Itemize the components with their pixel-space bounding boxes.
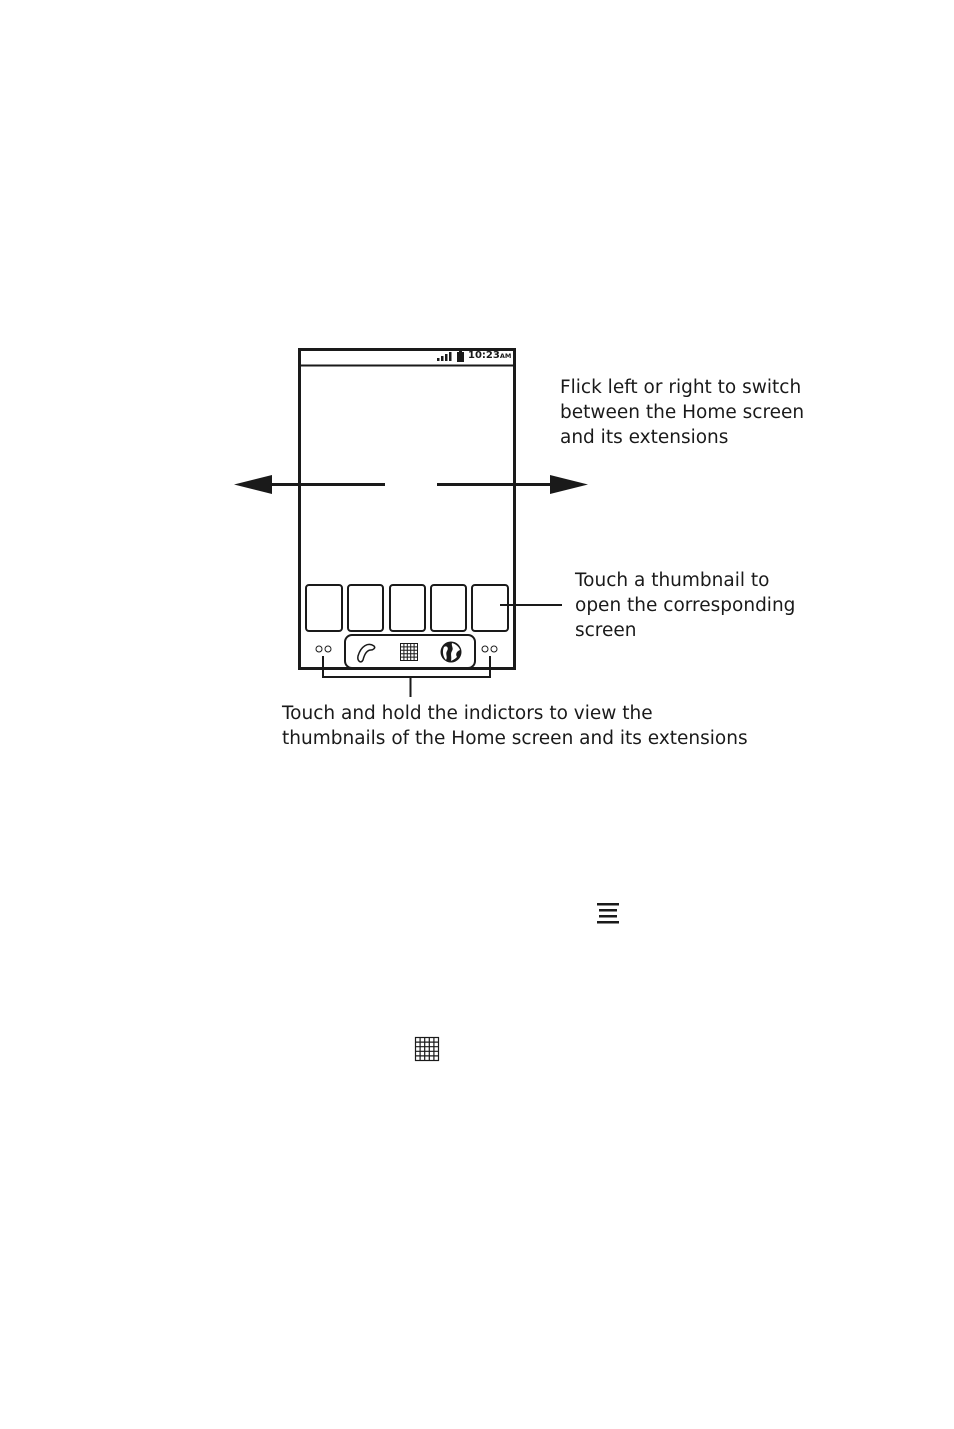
thumbnail-row xyxy=(306,585,508,631)
flick-caption-line: between the Home screen xyxy=(560,402,805,423)
flick-caption-line: Flick left or right to switch xyxy=(560,377,802,398)
thumbnail[interactable] xyxy=(306,585,342,631)
browser-globe-icon[interactable] xyxy=(441,642,462,663)
indicators-caption-line: Touch and hold the indictors to view the xyxy=(282,703,653,724)
thumbnail[interactable] xyxy=(390,585,425,631)
flick-caption xyxy=(560,375,804,450)
thumbnail-caption-line: open the corresponding xyxy=(575,595,796,616)
thumbnail[interactable] xyxy=(348,585,383,631)
thumbnail[interactable] xyxy=(472,585,508,631)
menu-icon xyxy=(596,902,620,926)
battery-icon xyxy=(457,351,464,363)
thumbnail[interactable] xyxy=(431,585,466,631)
status-time-ampm: AM xyxy=(499,352,512,360)
home-screen-illustration xyxy=(220,340,600,700)
status-time-value: 10:23 xyxy=(468,350,500,361)
status-time xyxy=(468,350,511,362)
flick-caption-line: and its extensions xyxy=(560,427,729,448)
indicators-caption xyxy=(282,701,748,751)
thumbnail-caption xyxy=(575,568,795,643)
app-grid-icon xyxy=(414,1036,440,1062)
indicators-caption-line: thumbnails of the Home screen and its extensions xyxy=(282,728,748,749)
thumbnail-caption-line: screen xyxy=(575,620,637,641)
thumbnail-caption-line: Touch a thumbnail to xyxy=(575,570,770,591)
